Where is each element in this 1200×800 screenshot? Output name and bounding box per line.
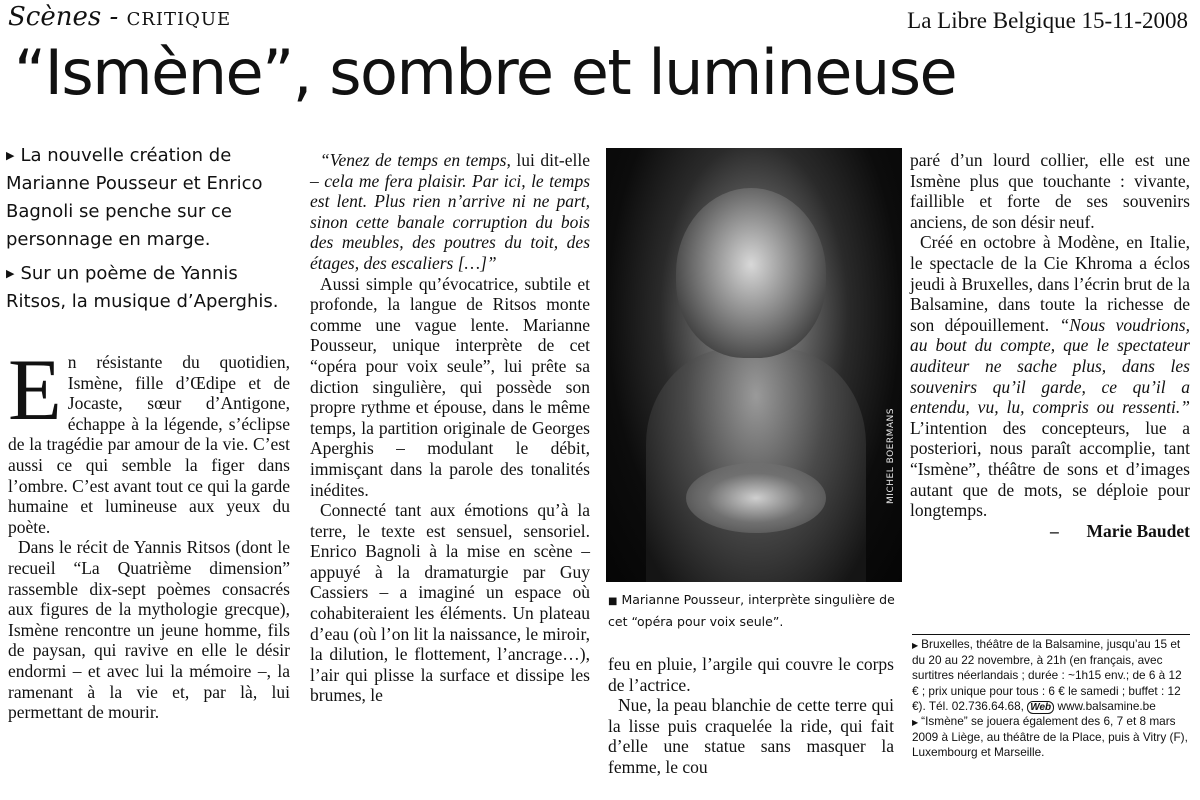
paragraph: Connecté tant aux émotions qu’à la terre, le texte est sensuel, sensoriel. Enrico Bagnoli à la mise en scène – appuyé à la dramaturgie par Guy Cassiers – a imaginé un espace où cohabiteraient les éléments. Un plateau d’eau (où l’on lit la naissance, le miroir, la dilution, le flottement, l’ancrage…), l’air qui plisse la surface et dissipe les brumes, le [310,500,590,706]
photo-figure-face [676,188,826,358]
quote-rest: cela me fera plaisir. Par ici, le temps est lent. Plus rien n’arrive ni ne part, sinon cette banale corruption du bois des meubles, des poutres du toit, des étages, des escaliers […]” [310,170,591,273]
lead-item [6,142,296,254]
actress-photo [606,148,902,582]
paragraph: paré d’un lourd collier, elle est une Ismène plus que touchante : vivante, faillible et forte de ses souvenirs anciens, de son désir neuf. [910,150,1190,232]
paragraph [910,232,1190,520]
website-link: www.balsamine.be [1057,698,1156,713]
section-category: CRITIQUE [126,9,232,30]
photo-credit: MICHEL BOERMANS [886,408,896,504]
article-headline: “Ismène”, sombre et lumineuse [14,36,957,109]
web-badge-icon: Web [1027,701,1054,714]
paragraph: Dans le récit de Yannis Ritsos (dont le recueil “La Quatrième dimension” rassemble dix-sept poèmes consacrés aux figures de la mythologie grecque), Ismène rencontre un jeune homme, fils de paysan, qui ravive en elle le désir endormi – et avec lui la mémoire –, la ramenant à la vie et, par là, lui permettant de mourir. [8,537,290,723]
paragraph-text: Créé en octobre à Modène, en Italie, le spectacle de la Cie Khroma a éclos jeudi à Bruxelles, dans l’écrin brut de la Balsamine, dans toute la richesse de son dépouillement. [910,232,1190,335]
quote-open: “Venez de temps en temps, [320,150,511,170]
paragraph: Nue, la peau blanchie de cette terre qui la lisse puis craquelée la ride, qui fait d’elle une statue sans masquer la femme, le cou [608,695,894,777]
signature-dash: – [1050,520,1059,541]
paragraph: feu en pluie, l’argile qui couvre le corps de l’actrice. [608,654,894,695]
quote-attribution: lui dit-elle – [310,150,590,191]
caption-text: Marianne Pousseur, interprète singulière de cet “opéra pour voix seule”. [608,592,895,629]
article-column-4 [910,150,1190,541]
quote-paragraph [310,150,590,274]
black-square-icon: ■ [608,596,618,607]
info-tour-text: “Ismène” se jouera également des 6, 7 et 8 mars 2009 à Liège, au théâtre de la Place, puis à Vitry (F), Luxembourg et Marseille. [912,714,1188,760]
author-signature [910,521,1190,542]
lead-text-1: La nouvelle création de Marianne Pousseur et Enrico Bagnoli se penche sur ce personnage en marge. [6,145,263,250]
lead-text-2: Sur un poème de Yannis Ritsos, la musique d’Aperghis. [6,263,279,312]
drop-cap: E [8,342,62,439]
paragraph-text: n résistante du quotidien, Ismène, fille d’Œdipe et de Jocaste, sœur d’Antigone, échappe à la légende, s’éclipse de la tragédie par amour de la vie. C’est aussi ce qui semble la figer dans l’ombre. C’est avant tout ce qui la garde humaine et lumineuse aux yeux du poète. [8,352,290,537]
photo-figure-hands [686,463,826,533]
lead-summary [6,142,296,322]
triangle-bullet-icon: ▶ [6,267,15,280]
article-column-2 [310,150,590,706]
paragraph: Aussi simple qu’évocatrice, subtile et profonde, la langue de Ritsos monte comme une vague lente. Marianne Pousseur, unique interprète de cet “opéra pour voix seule”, lui prête sa diction singulière, qui possède son propre rythme et épouse, dans le même temps, la partition originale de Georges Aperghis – modulant le débit, immisçant dans la parole des tonalités inédites. [310,273,590,500]
triangle-bullet-icon: ▶ [6,149,15,162]
concepteurs-quote: “Nous voudrions, au bout du compte, que le spectateur auditeur ne sache plus, dans les souvenirs qu’il garde, ce qu’il a entendu, vu, lu, compris ou ressenti.” [910,314,1190,418]
paragraph-text: L’intention des concepteurs, lue a posteriori, nous paraît accomplie, tant “Ismène”, théâtre de sons et d’images autant que de mots, se déploie pour longtemps. [910,417,1190,521]
section-name: Scènes [8,2,102,32]
practical-info-box [912,634,1190,761]
paragraph [8,342,290,537]
section-header [8,2,231,32]
triangle-bullet-icon: ▶ [912,641,919,650]
author-name: Marie Baudet [1086,520,1190,541]
publication-source: La Libre Belgique 15-11-2008 [907,8,1188,33]
triangle-bullet-icon: ▶ [912,718,919,728]
section-separator: - [101,2,127,32]
article-column-1 [8,342,290,723]
photo-caption [608,590,900,632]
lead-item [6,260,296,316]
article-column-3 [608,654,894,778]
info-venue-text: Bruxelles, théâtre de la Balsamine, jusqu’au 15 et du 20 au 22 novembre, à 21h (en français, avec surtitres néerlandais ; durée : ~1h15 env.; de 6 à 12 € ; prix unique pour tous : 6 € le samedi ; buffet : 12 €). Tél. 02.736.64.68, [912,637,1182,713]
info-item [912,714,1190,761]
info-item [912,637,1190,714]
